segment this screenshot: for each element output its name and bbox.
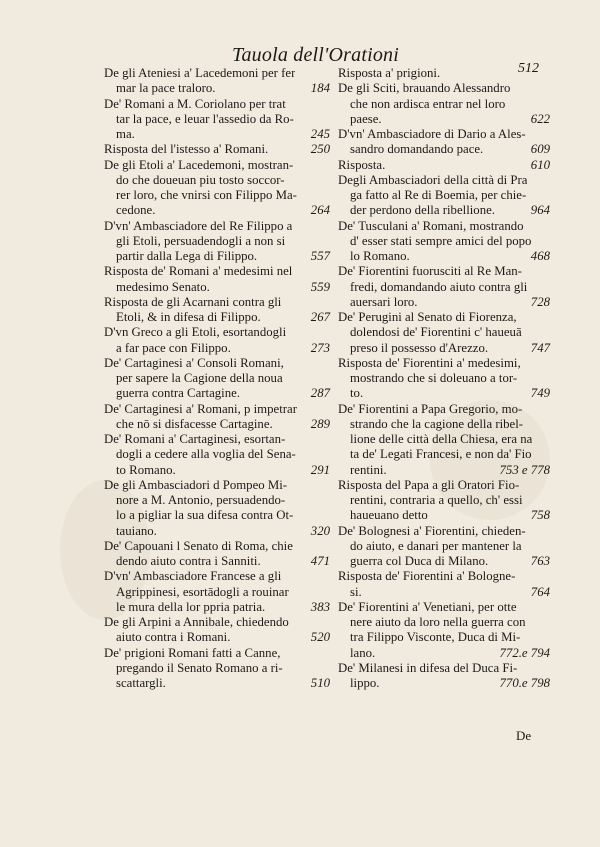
index-entry <box>104 478 330 539</box>
entry-text: to. <box>350 386 364 401</box>
entry-text: tauiano. <box>116 523 157 538</box>
index-entry <box>338 569 550 600</box>
entry-line <box>104 356 330 371</box>
entry-line <box>338 539 550 554</box>
entry-text: rentini. <box>350 462 387 477</box>
entry-text: per sapere la Cagione della noua <box>116 371 283 385</box>
page-reference: 250 <box>310 142 330 157</box>
index-entry <box>104 219 330 265</box>
entry-line <box>104 127 330 142</box>
entry-line <box>104 676 330 691</box>
page-reference: 747 <box>530 340 550 355</box>
entry-line <box>338 280 550 295</box>
entry-text: mostrando che si doleuano a tor- <box>350 371 518 385</box>
index-entry <box>104 66 330 97</box>
entry-text: d' esser stati sempre amici del popo <box>350 233 532 248</box>
entry-line <box>338 585 550 600</box>
entry-line <box>338 417 550 432</box>
entry-line <box>104 188 330 203</box>
entry-text: tra Filippo Visconte, Duca di Mi- <box>350 630 521 645</box>
index-entry <box>338 219 550 265</box>
entry-line <box>104 158 330 173</box>
entry-text: haueuano detto <box>350 508 428 523</box>
page-reference: 559 <box>310 279 330 294</box>
entry-text: De gli Ateniesi a' Lacedemoni per fer <box>104 66 296 80</box>
entry-text: De' Perugini al Senato di Fiorenza, <box>338 310 517 324</box>
entry-line <box>338 600 550 615</box>
entry-line <box>104 402 330 417</box>
entry-line <box>338 203 550 218</box>
entry-text: D'vn' Ambasciadore di Dario a Ales- <box>338 127 526 141</box>
entry-text: De' Bolognesi a' Fiorentini, chieden- <box>338 523 526 538</box>
entry-text: le mura della lor ppria patria. <box>116 599 266 614</box>
index-entry <box>104 325 330 356</box>
entry-line <box>338 341 550 356</box>
entry-line <box>104 203 330 218</box>
entry-text: fredi, domandando aiuto contra gli <box>350 279 528 294</box>
entry-text: a far pace con Filippo. <box>116 340 231 355</box>
entry-line <box>104 81 330 96</box>
entry-line <box>338 630 550 645</box>
entry-line <box>104 142 330 157</box>
index-entry <box>104 615 330 646</box>
page-reference: 468 <box>530 249 550 263</box>
entry-text: De' Milanesi in difesa del Duca Fi- <box>338 660 518 675</box>
entry-line <box>104 432 330 447</box>
entry-text: auersari loro. <box>350 294 418 309</box>
index-entry <box>104 295 330 326</box>
entry-text: ga fatto al Re di Boemia, per chie- <box>350 188 527 202</box>
entry-text: gli Etoli, persuadendogli a non si <box>116 233 286 248</box>
page-reference: 291 <box>310 462 330 477</box>
page-reference: 770.e 798 <box>499 676 550 690</box>
entry-text: preso il possesso d'Arezzo. <box>350 340 489 355</box>
page-reference: 184 <box>310 81 330 96</box>
index-entry <box>104 264 330 295</box>
entry-line <box>338 463 550 478</box>
index-entry <box>338 264 550 310</box>
entry-line <box>104 508 330 523</box>
page-reference: 753 e 778 <box>499 462 550 477</box>
index-entry <box>338 402 550 478</box>
page-reference: 557 <box>310 249 330 263</box>
entry-line <box>338 264 550 279</box>
entry-text: Risposta del l'istesso a' Romani. <box>104 142 269 157</box>
entry-line <box>338 249 550 264</box>
page-reference: 320 <box>310 523 330 538</box>
entry-line <box>338 66 550 81</box>
index-entry <box>104 356 330 402</box>
page-reference: 749 <box>530 386 550 401</box>
entry-text: nere aiuto da loro nella guerra con <box>350 615 526 629</box>
entry-line <box>338 127 550 142</box>
folio-number: 512 <box>518 61 539 76</box>
entry-text: Risposta de' Romani a' medesimi nel <box>104 264 293 279</box>
entry-text: aiuto contra i Romani. <box>116 630 231 645</box>
index-entry <box>104 432 330 478</box>
entry-line <box>338 97 550 112</box>
page-reference: 763 <box>530 554 550 568</box>
entry-line <box>338 432 550 447</box>
page-reference: 610 <box>530 157 550 172</box>
entry-text: Risposta de gli Acarnani contra gli <box>104 294 282 309</box>
entry-text: Degli Ambasciadori della città di Pra <box>338 172 528 187</box>
page-reference: 267 <box>310 310 330 324</box>
entry-line <box>104 310 330 325</box>
entry-line <box>104 615 330 630</box>
entry-line <box>104 371 330 386</box>
entry-text: dendo aiuto contra i Sanniti. <box>116 554 261 568</box>
entry-line <box>338 676 550 691</box>
page-reference: 758 <box>530 508 550 523</box>
index-entry <box>104 142 330 157</box>
entry-line <box>338 493 550 508</box>
page-reference: 273 <box>310 340 330 355</box>
entry-line <box>104 646 330 661</box>
entry-text: dolendosi de' Fiorentini c' haueuā <box>350 325 522 340</box>
entry-line <box>338 402 550 417</box>
entry-text: to Romano. <box>116 462 176 477</box>
entry-text: De gli Arpini a Annibale, chiedendo <box>104 615 289 629</box>
entry-text: mar la pace traloro. <box>116 81 216 96</box>
entry-line <box>338 386 550 401</box>
page-reference: 245 <box>310 127 330 141</box>
entry-text: lo a pigliar la sua difesa contra Ot- <box>116 508 294 523</box>
index-entry <box>338 356 550 402</box>
entry-line <box>338 310 550 325</box>
index-entry <box>104 402 330 433</box>
index-entry <box>338 661 550 692</box>
index-entry <box>104 569 330 615</box>
entry-text: lano. <box>350 645 376 660</box>
entry-text: De' prigioni Romani fatti a Canne, <box>104 645 281 660</box>
page-reference: 383 <box>310 599 330 614</box>
entry-text: strando che la cagione della ribel- <box>350 416 524 431</box>
index-entry <box>104 158 330 219</box>
entry-text: che nō si disfacesse Cartagine. <box>116 416 273 431</box>
entry-text: do aiuto, e danari per mantener la <box>350 538 522 553</box>
entry-text: lo Romano. <box>350 249 410 263</box>
index-column-left <box>104 66 330 691</box>
entry-line <box>338 508 550 523</box>
entry-text: partir dalla Lega di Filippo. <box>116 249 258 263</box>
entry-line <box>338 234 550 249</box>
entry-line <box>104 600 330 615</box>
page-reference: 289 <box>310 416 330 431</box>
entry-text: dogli a cedere alla voglia del Sena- <box>116 447 296 462</box>
entry-text: De' Romani a M. Coriolano per trat <box>104 96 286 111</box>
entry-text: rer loro, che vnirsi con Filippo Ma- <box>116 188 297 202</box>
page-reference: 471 <box>310 554 330 568</box>
entry-line <box>104 173 330 188</box>
entry-line <box>338 158 550 173</box>
entry-text: De' Fiorentini fuorusciti al Re Man- <box>338 264 522 279</box>
page-reference: 964 <box>530 203 550 218</box>
entry-text: rentini, contraria a quello, ch' essi <box>350 493 523 507</box>
index-entry <box>338 81 550 127</box>
page-reference: 287 <box>310 386 330 401</box>
entry-text: der perdono della ribellione. <box>350 203 495 218</box>
entry-line <box>104 524 330 539</box>
entry-line <box>104 386 330 401</box>
entry-line <box>338 646 550 661</box>
entry-text: paese. <box>350 111 382 126</box>
entry-line <box>338 173 550 188</box>
index-entry <box>104 97 330 143</box>
entry-line <box>338 524 550 539</box>
entry-text: tar la pace, e leuar l'assedio da Ro- <box>116 111 294 126</box>
entry-line <box>104 463 330 478</box>
entry-text: Risposta a' prigioni. <box>338 66 441 80</box>
entry-text: sandro domandando pace. <box>350 142 484 157</box>
page-reference: 510 <box>310 676 330 690</box>
entry-line <box>104 493 330 508</box>
entry-text: cedone. <box>116 203 156 218</box>
index-entry <box>338 66 550 81</box>
entry-text: pregando il Senato Romano a ri- <box>116 660 283 675</box>
entry-text: De gli Sciti, brauando Alessandro <box>338 81 511 96</box>
entry-line <box>104 661 330 676</box>
entry-line <box>338 478 550 493</box>
entry-text: Etoli, & in difesa di Filippo. <box>116 310 261 324</box>
entry-text: guerra col Duca di Milano. <box>350 554 489 568</box>
entry-text: medesimo Senato. <box>116 279 210 294</box>
page-reference: 764 <box>530 584 550 599</box>
entry-text: guerra contra Cartagine. <box>116 386 240 401</box>
entry-text: Risposta de' Fiorentini a' medesimi, <box>338 355 521 370</box>
entry-line <box>338 447 550 462</box>
entry-text: Risposta de' Fiorentini a' Bologne- <box>338 569 516 584</box>
entry-line <box>338 661 550 676</box>
entry-text: D'vn' Ambasciadore Francese a gli <box>104 569 282 584</box>
entry-line <box>338 356 550 371</box>
entry-line <box>338 112 550 127</box>
page-reference: 622 <box>530 111 550 126</box>
entry-text: De' Cartaginesi a' Romani, p impetrar <box>104 401 297 416</box>
entry-line <box>104 478 330 493</box>
entry-line <box>338 295 550 310</box>
page-reference: 609 <box>530 142 550 157</box>
catchword: De <box>516 728 532 743</box>
entry-line <box>104 417 330 432</box>
entry-text: lione delle città della Chiesa, era na <box>350 432 533 446</box>
entry-line <box>104 234 330 249</box>
index-entry <box>104 646 330 692</box>
index-entry <box>338 478 550 524</box>
entry-line <box>104 447 330 462</box>
running-title: Tauola dell'Orationi <box>232 44 400 66</box>
entry-text: che non ardisca entrar nel loro <box>350 96 506 111</box>
index-entry <box>338 173 550 219</box>
entry-line <box>104 325 330 340</box>
entry-text: nore a M. Antonio, persuadendo- <box>116 493 286 507</box>
index-column-right <box>338 66 550 691</box>
entry-text: ma. <box>116 127 135 141</box>
entry-text: De' Fiorentini a Papa Gregorio, mo- <box>338 401 523 416</box>
entry-text: De' Fiorentini a' Venetiani, per otte <box>338 599 517 614</box>
entry-line <box>104 341 330 356</box>
entry-text: si. <box>350 584 362 599</box>
entry-text: De gli Ambasciadori d Pompeo Mi- <box>104 477 288 492</box>
entry-text: De' Capouani l Senato di Roma, chie <box>104 538 293 553</box>
entry-text: De gli Etoli a' Lacedemoni, mostran- <box>104 157 294 172</box>
entry-line <box>338 615 550 630</box>
entry-line <box>338 81 550 96</box>
entry-line <box>104 249 330 264</box>
entry-text: do che doueuan piu tosto soccor- <box>116 172 285 187</box>
index-entry <box>338 158 550 173</box>
entry-line <box>104 585 330 600</box>
entry-text: Risposta. <box>338 157 386 172</box>
entry-line <box>104 554 330 569</box>
entry-text: D'vn' Ambasciadore del Re Filippo a <box>104 218 293 233</box>
entry-line <box>104 630 330 645</box>
entry-line <box>104 66 330 81</box>
entry-line <box>338 219 550 234</box>
entry-text: De' Romani a' Cartaginesi, esortan- <box>104 432 286 446</box>
entry-line <box>104 112 330 127</box>
entry-line <box>338 554 550 569</box>
index-entry <box>338 600 550 661</box>
index-entry <box>338 310 550 356</box>
entry-text: D'vn Greco a gli Etoli, esortandogli <box>104 325 287 340</box>
entry-line <box>338 371 550 386</box>
entry-text: Agrippinesi, esortādogli a rouinar <box>116 584 289 599</box>
index-entry <box>338 127 550 158</box>
index-entry <box>338 524 550 570</box>
entry-text: De' Cartaginesi a' Consoli Romani, <box>104 355 284 370</box>
entry-text: De' Tusculani a' Romani, mostrando <box>338 218 524 233</box>
page-reference: 728 <box>530 294 550 309</box>
entry-line <box>104 264 330 279</box>
index-entry <box>104 539 330 570</box>
entry-text: scattargli. <box>116 676 166 690</box>
entry-line <box>104 539 330 554</box>
entry-text: Risposta del Papa a gli Oratori Fio- <box>338 477 520 492</box>
entry-line <box>338 325 550 340</box>
entry-text: lippo. <box>350 676 380 690</box>
entry-line <box>104 295 330 310</box>
entry-line <box>104 219 330 234</box>
page-reference: 264 <box>310 203 330 218</box>
entry-line <box>338 142 550 157</box>
entry-text: ta de' Legati Francesi, e non da' Fio <box>350 447 532 462</box>
entry-line <box>104 97 330 112</box>
page-reference: 520 <box>310 630 330 645</box>
entry-line <box>338 188 550 203</box>
page-reference: 772.e 794 <box>499 645 550 660</box>
entry-line <box>104 280 330 295</box>
entry-line <box>104 569 330 584</box>
entry-line <box>338 569 550 584</box>
